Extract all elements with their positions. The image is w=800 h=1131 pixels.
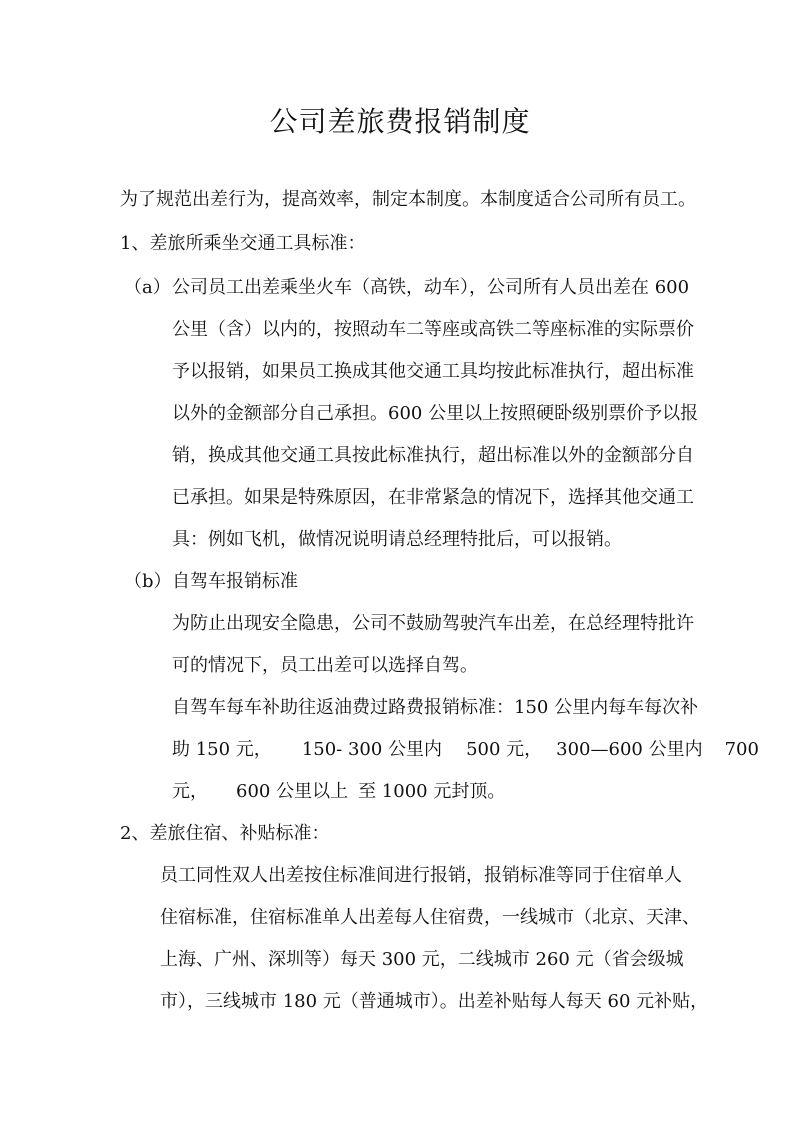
item-b-marker: （b） [124,571,172,592]
rate-text: 600 公里以上 [236,781,349,802]
item-b-line: 为防止出现安全隐患，公司不鼓励驾驶汽车出差，在总经理特批许 [172,613,694,634]
item-a-line: 以外的金额部分自己承担。600 公里以上按照硬卧级别票价予以报 [172,403,699,424]
section-2-line: 上海、广州、深圳等）每天 300 元，二线城市 260 元（省会级城 [160,949,684,970]
rate-text: 元， [172,781,208,802]
section-2-line: 市），三线城市 180 元（普通城市）。出差补贴每人每天 60 元补贴， [160,991,709,1012]
section-2-line: 员工同性双人出差按住标准间进行报销，报销标准等同于住宿单人 [160,865,682,886]
item-b-line: 可的情况下，员工出差可以选择自驾。 [172,655,478,676]
rate-text: 助 150 元， [172,739,272,760]
item-a-line: 公司员工出差乘坐火车（高铁，动车），公司所有人员出差在 600 [172,277,690,298]
document-title: 公司差旅费报销制度 [269,105,531,138]
item-b-heading: 自驾车报销标准 [172,571,298,592]
rate-text: 500 元， [466,739,543,760]
section-1-heading: 1、差旅所乘坐交通工具标准： [120,233,366,254]
item-a-line: 已承担。如果是特殊原因，在非常紧急的情况下，选择其他交通工 [172,487,694,508]
rate-text: 700 [724,739,759,760]
item-a-line: 具：例如飞机，做情况说明请总经理特批后，可以报销。 [172,529,622,550]
section-2-heading: 2、差旅住宿、补贴标准： [120,823,330,844]
item-a-marker: （a） [124,277,171,298]
item-b-line: 自驾车每车补助往返油费过路费报销标准：150 公里内每车每次补 [172,697,699,718]
item-a-line: 予以报销，如果员工换成其他交通工具均按此标准执行，超出标准 [172,361,694,382]
rate-text: 150- 300 公里内 [301,739,443,760]
item-b-rate-line [172,738,759,762]
item-b-rate-line [172,780,505,804]
rate-text: 300—600 公里内 [556,739,703,760]
item-a-line: 销，换成其他交通工具按此标准执行，超出标准以外的金额部分自 [172,445,694,466]
rate-text: 至 1000 元封顶。 [358,781,506,802]
item-a-line: 公里（含）以内的，按照动车二等座或高铁二等座标准的实际票价 [172,319,694,340]
intro-paragraph: 为了规范出差行为，提高效率，制定本制度。本制度适合公司所有员工。 [120,189,696,210]
section-2-line: 住宿标准，住宿标准单人出差每人住宿费，一线城市（北京、天津、 [160,907,700,928]
